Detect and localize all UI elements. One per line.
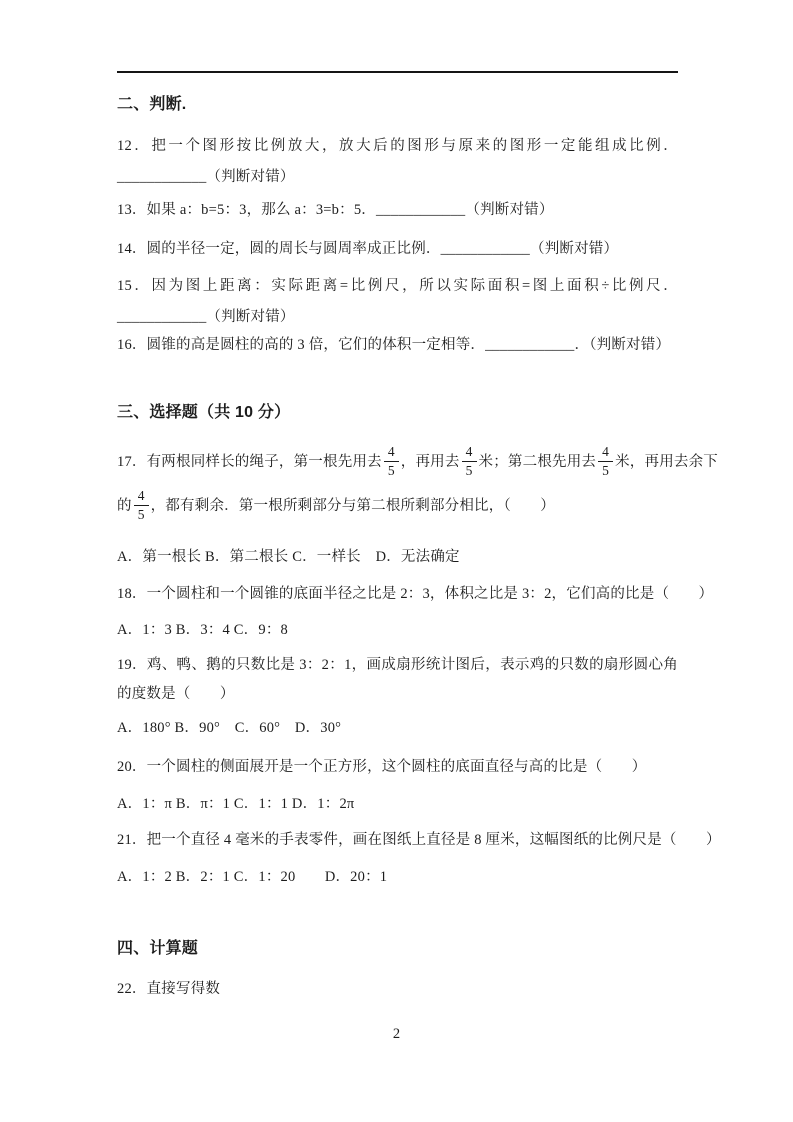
fraction-four-fifths [462,444,477,478]
fraction-denominator: 5 [465,462,473,478]
section-calc-title: 四、计算题 [117,940,199,957]
question-21: 21．把一个直径 4 毫米的手表零件，画在图纸上直径是 8 厘米，这幅图纸的比例尺是（ ） [117,832,721,848]
question-14: 14．圆的半径一定，圆的周长与圆周率成正比例．____________（判断对错） [117,241,619,257]
fraction-numerator: 4 [598,444,613,462]
q17-text-segment: 米；第二根先用去 [478,454,597,470]
question-22: 22．直接写得数 [117,981,221,997]
fraction-four-fifths [598,444,613,478]
q17-text-segment: ，都有剩余．第一根所剩部分与第二根所剩部分相比，（ ） [150,498,556,514]
question-19: 19．鸡、鸭、鹅的只数比是 3：2：1，画成扇形统计图后，表示鸡的只数的扇形圆心角的度数是（ ） [117,657,678,702]
question-12: 12．把一个图形按比例放大，放大后的图形与原来的图形一定能组成比例．____________（判断对错） [117,138,678,185]
fraction-numerator: 4 [134,488,149,506]
header-rule [117,71,678,73]
question-15: 15．因为图上距离：实际距离=比例尺，所以实际面积=图上面积÷比例尺．____________（判断对错） [117,278,678,325]
q17-text-segment: 米，再用去余下 [615,454,718,470]
q17-text-segment: 17．有两根同样长的绳子，第一根先用去 [117,454,382,470]
question-18: 18．一个圆柱和一个圆锥的底面半径之比是 2：3，体积之比是 3：2，它们高的比是（ ） [117,586,714,602]
question-20: 20．一个圆柱的侧面展开是一个正方形，这个圆柱的底面直径与高的比是（ ） [117,759,647,775]
fraction-denominator: 5 [602,462,610,478]
question-17-line1 [117,437,718,487]
section-judge-title: 二、判断. [117,96,187,113]
fraction-numerator: 4 [462,444,477,462]
fraction-denominator: 5 [387,462,395,478]
page-number: 2 [392,1026,401,1042]
q17-text-segment: 的 [117,498,132,514]
question-18-options: A．1：3 B．3：4 C．9：8 [117,622,288,638]
fraction-numerator: 4 [384,444,399,462]
fraction-four-fifths [134,488,149,522]
question-17-line2 [117,481,678,531]
question-21-options: A．1：2 B．2：1 C．1：20 D．20：1 [117,869,388,885]
section-choice-title: 三、选择题（共 10 分） [117,404,291,421]
question-19-options: A．180° B．90° C．60° D．30° [117,720,342,736]
question-16: 16．圆锥的高是圆柱的高的 3 倍，它们的体积一定相等．____________．（判断对错） [117,337,671,353]
fraction-four-fifths [384,444,399,478]
question-20-options: A．1：π B．π：1 C．1：1 D．1：2π [117,796,355,812]
question-13: 13．如果 a：b=5：3，那么 a：3=b：5．____________（判断对错） [117,202,554,218]
question-17-options: A．第一根长 B．第二根长 C．一样长 D．无法确定 [117,549,460,565]
fraction-denominator: 5 [137,506,145,522]
q17-text-segment: ，再用去 [400,454,460,470]
